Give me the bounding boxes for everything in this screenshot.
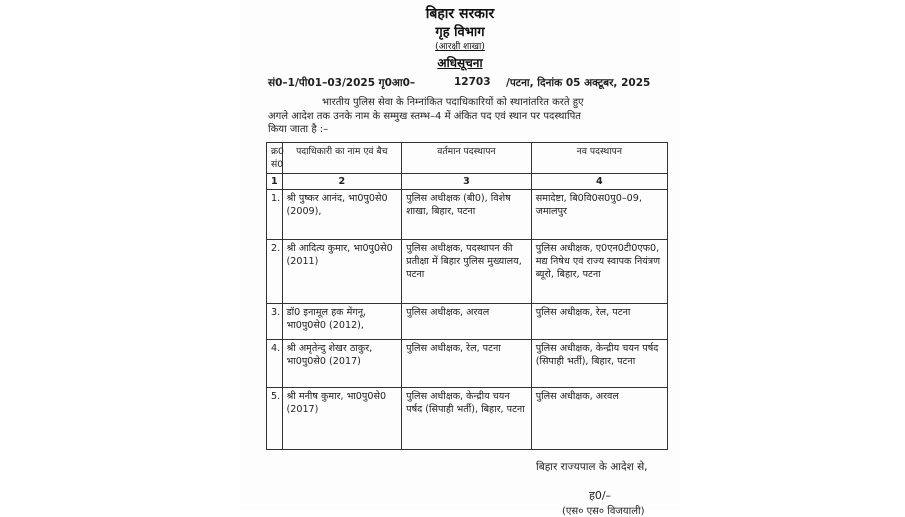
transfer-table bbox=[266, 142, 668, 450]
row-current-posting: पुलिस अधीक्षक, पदस्थापन की प्रतीक्षा में बिहार पुलिस मुख्यालय, पटना bbox=[402, 240, 532, 304]
row-current-posting: पुलिस अधीक्षक, केन्द्रीय चयन पर्षद (सिपाही भर्ती), बिहार, पटना bbox=[402, 388, 532, 450]
row-new-posting: पुलिस अधीक्षक, ए0एन0टी0एफ0, मद्य निषेध एवं राज्य स्वापक नियंत्रण ब्यूरो, बिहार, पटना bbox=[531, 240, 667, 304]
row-current-posting: पुलिस अधीक्षक (बी0), विशेष शाखा, बिहार, पटना bbox=[402, 190, 532, 240]
table-header-row bbox=[267, 143, 668, 174]
header-name: पदाधिकारी का नाम एवं बैच bbox=[282, 143, 402, 174]
department-heading: गृह विभाग bbox=[435, 25, 485, 40]
col-number: 4 bbox=[531, 174, 667, 190]
row-new-posting: समादेष्टा, बि0वि0स0पु0–09, जमालपुर bbox=[531, 190, 667, 240]
row-new-posting: पुलिस अधीक्षक, अरवल bbox=[531, 388, 667, 450]
ref-place-date: /पटना, दिनांक 05 अक्टूबर, 2025 bbox=[506, 77, 651, 89]
row-name: डॉ0 इनामूल हक मेंगनू, भा0पु0से0 (2012), bbox=[282, 304, 402, 340]
signatory-name: (एस० एस० विजयाली) bbox=[562, 506, 645, 517]
table-row bbox=[267, 304, 668, 340]
row-serial: 1. bbox=[267, 190, 283, 240]
col-number: 3 bbox=[402, 174, 532, 190]
intro-line-1: भारतीय पुलिस सेवा के निम्नांकित पदाधिकारियों को स्थानांतरित करते हुए bbox=[322, 97, 584, 108]
ref-serial: 12703 bbox=[454, 76, 491, 88]
section-heading: (आरक्षी शाखा) bbox=[435, 42, 485, 52]
row-name: श्री अमृतेन्दु शेखर ठाकुर, भा0पु0से0 (2017) bbox=[282, 340, 402, 388]
intro-line-3: किया जाता है :– bbox=[268, 124, 329, 135]
ref-number: सं0–1/पी01–03/2025 गृ0आ0– bbox=[268, 77, 416, 89]
row-serial: 3. bbox=[267, 304, 283, 340]
col-number: 2 bbox=[282, 174, 402, 190]
signature: ह0/– bbox=[589, 489, 612, 502]
row-serial: 2. bbox=[267, 240, 283, 304]
row-name: श्री मनीष कुमार, भा0पु0से0 (2017) bbox=[282, 388, 402, 450]
order-line: बिहार राज्यपाल के आदेश से, bbox=[536, 461, 648, 473]
row-current-posting: पुलिस अधीक्षक, रेल, पटना bbox=[402, 340, 532, 388]
header-current: वर्तमान पदस्थापन bbox=[402, 143, 532, 174]
col-number: 1 bbox=[267, 174, 283, 190]
row-serial: 5. bbox=[267, 388, 283, 450]
table-row bbox=[267, 240, 668, 304]
document-page bbox=[240, 0, 680, 517]
column-number-row bbox=[267, 174, 668, 190]
notification-title: अधिसूचना bbox=[437, 56, 483, 70]
row-name: श्री आदित्य कुमार, भा0पु0से0 (2011) bbox=[282, 240, 402, 304]
row-name: श्री पुष्कर आनंद, भा0पु0से0 (2009), bbox=[282, 190, 402, 240]
govt-heading: बिहार सरकार bbox=[425, 6, 495, 22]
row-new-posting: पुलिस अधीक्षक, केन्द्रीय चयन पर्षद (सिपाही भर्ती), बिहार, पटना bbox=[531, 340, 667, 388]
row-current-posting: पुलिस अधीक्षक, अरवल bbox=[402, 304, 532, 340]
row-new-posting: पुलिस अधीक्षक, रेल, पटना bbox=[531, 304, 667, 340]
table-row bbox=[267, 340, 668, 388]
row-serial: 4. bbox=[267, 340, 283, 388]
table-row bbox=[267, 190, 668, 240]
intro-paragraph bbox=[268, 96, 672, 137]
table-row bbox=[267, 388, 668, 450]
intro-line-2: अगले आदेश तक उनके नाम के सम्मुख स्तम्भ–4 में अंकित पद एवं स्थान पर पदस्थापित bbox=[268, 110, 581, 122]
header-new: नव पदस्थापन bbox=[531, 143, 667, 174]
header-serial: क्र0 सं0 bbox=[267, 143, 283, 174]
